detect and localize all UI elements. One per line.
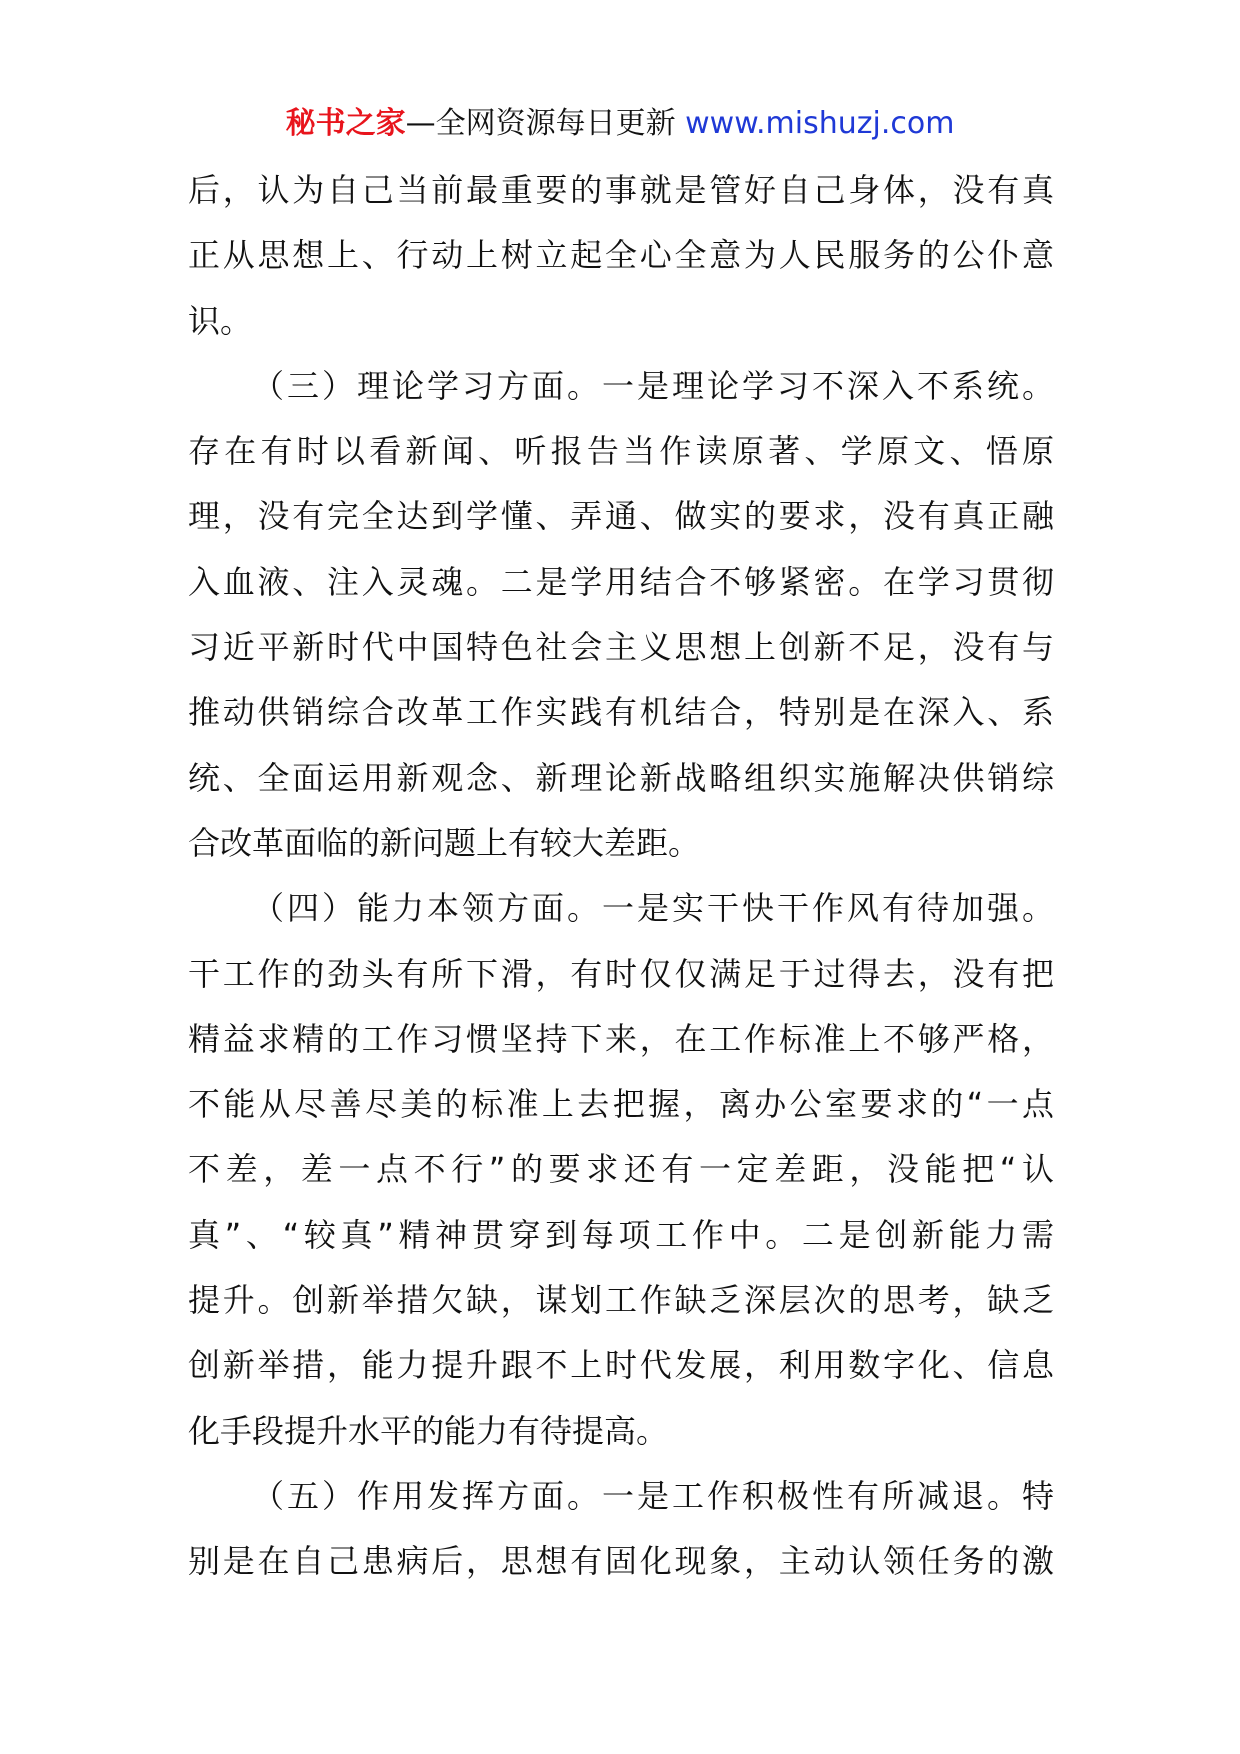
text-line: 真”、“较真”精神贯穿到每项工作中。二是创新能力需 [188, 1215, 1054, 1254]
page-header [0, 100, 1240, 148]
text-line: 后，认为自己当前最重要的事就是管好自己身体，没有真 [188, 171, 1054, 209]
text-line: 化手段提升水平的能力有待提高。 [188, 1411, 669, 1450]
text-line: （三）理论学习方面。一是理论学习不深入不系统。 [252, 366, 1054, 405]
text-line: 精益求精的工作习惯坚持下来，在工作标准上不够严格， [188, 1019, 1054, 1058]
text-line: 不能从尽善尽美的标准上去把握，离办公室要求的“一点 [188, 1085, 1054, 1124]
text-line: 存在有时以看新闻、听报告当作读原著、学原文、悟原 [188, 432, 1054, 471]
text-line: 别是在自己患病后，思想有固化现象，主动认领任务的激 [188, 1542, 1054, 1581]
text-line: 习近平新时代中国特色社会主义思想上创新不足，没有与 [188, 628, 1054, 667]
text-line: 推动供销综合改革工作实践有机结合，特别是在深入、系 [188, 693, 1054, 732]
text-line: 统、全面运用新观念、新理论新战略组织实施解决供销综 [188, 758, 1054, 797]
text-line: 创新举措，能力提升跟不上时代发展，利用数字化、信息 [188, 1346, 1054, 1385]
text-line: 入血液、注入灵魂。二是学用结合不够紧密。在学习贯彻 [188, 562, 1054, 601]
text-line: 识。 [188, 301, 253, 340]
text-line: 正从思想上、行动上树立起全心全意为人民服务的公仆意 [188, 236, 1054, 275]
document-body [188, 158, 1054, 1595]
brand-name: 秘书之家 [285, 106, 406, 141]
text-line: 理，没有完全达到学懂、弄通、做实的要求，没有真正融 [188, 497, 1054, 536]
header-tagline: —全网资源每日更新 [405, 106, 686, 141]
text-line: 干工作的劲头有所下滑，有时仅仅满足于过得去，没有把 [188, 954, 1054, 993]
text-line: （五）作用发挥方面。一是工作积极性有所减退。特 [252, 1476, 1054, 1515]
text-line: （四）能力本领方面。一是实干快干作风有待加强。 [252, 889, 1054, 928]
text-line: 合改革面临的新问题上有较大差距。 [188, 823, 701, 862]
text-line: 提升。创新举措欠缺，谋划工作缺乏深层次的思考，缺乏 [188, 1281, 1054, 1320]
text-line: 不差，差一点不行”的要求还有一定差距，没能把“认 [188, 1150, 1054, 1189]
website-link[interactable]: www.mishuzj.com [685, 106, 955, 141]
